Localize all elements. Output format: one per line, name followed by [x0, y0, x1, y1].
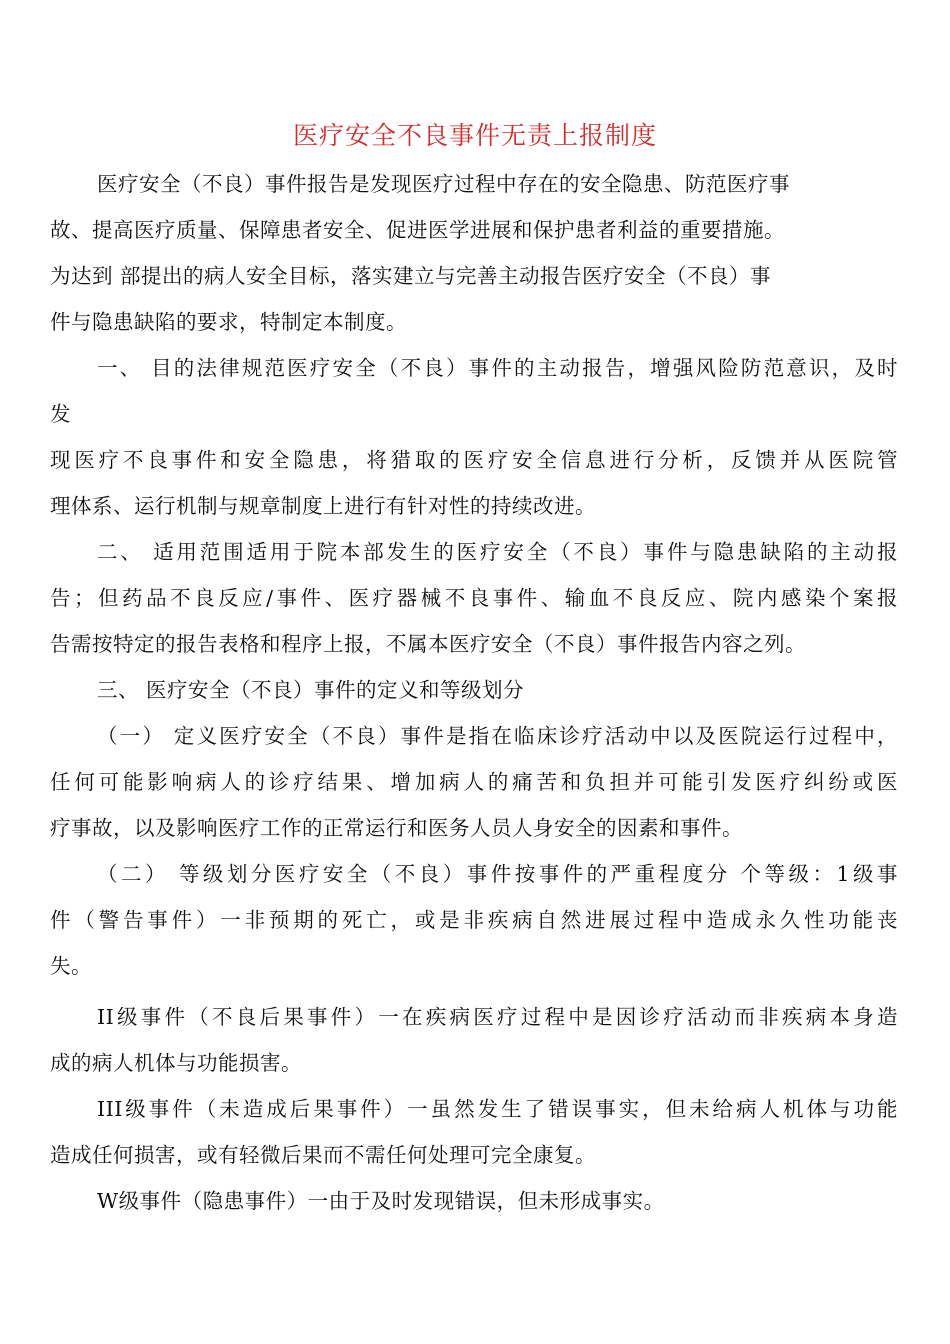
- paragraph-line: 告；但药品不良反应/事件、医疗器械不良事件、输血不良反应、院内感染个案报: [50, 586, 898, 610]
- paragraph-line: III级事件（未造成后果事件）一虽然发生了错误事实，但未给病人机体与功能: [97, 1097, 898, 1121]
- paragraph-line: 失。: [50, 954, 92, 978]
- paragraph-line: II级事件（不良后果事件）一在疾病医疗过程中是因诊疗活动而非疾病本身造: [97, 1005, 898, 1029]
- paragraph-line: 二、 适用范围适用于院本部发生的医疗安全（不良）事件与隐患缺陷的主动报: [97, 540, 898, 564]
- paragraph-line: 一、 目的法律规范医疗安全（不良）事件的主动报告，增强风险防范意识，及时: [97, 356, 898, 380]
- paragraph-line: 任何可能影响病人的诊疗结果、增加病人的痛苦和负担并可能引发医疗纠纷或医: [50, 770, 898, 794]
- paragraph-line: 医疗安全（不良）事件报告是发现医疗过程中存在的安全隐患、防范医疗事: [97, 172, 790, 196]
- paragraph-line: 现医疗不良事件和安全隐患，将猎取的医疗安全信息进行分析，反馈并从医院管: [50, 448, 898, 472]
- paragraph-line: 件与隐患缺陷的要求，特制定本制度。: [50, 310, 407, 334]
- paragraph-line: 故、提高医疗质量、保障患者安全、促进医学进展和保护患者利益的重要措施。: [50, 218, 785, 242]
- paragraph-line: 造成任何损害，或有轻微后果而不需任何处理可完全康复。: [50, 1143, 596, 1167]
- paragraph-line: 疗事故，以及影响医疗工作的正常运行和医务人员人身安全的因素和事件。: [50, 816, 743, 840]
- paragraph-line: W级事件（隐患事件）一由于及时发现错误，但未形成事实。: [97, 1189, 665, 1213]
- paragraph-line: 告需按特定的报告表格和程序上报，不属本医疗安全（不良）事件报告内容之列。: [50, 632, 806, 656]
- paragraph-line: （一） 定义医疗安全（不良）事件是指在临床诊疗活动中以及医院运行过程中，: [97, 724, 898, 748]
- paragraph-line: 成的病人机体与功能损害。: [50, 1051, 302, 1075]
- paragraph-line: 发: [50, 402, 71, 426]
- paragraph-line: （二） 等级划分医疗安全（不良）事件按事件的严重程度分 个等级：1级事: [97, 862, 898, 886]
- paragraph-line: 件（警告事件）一非预期的死亡，或是非疾病自然进展过程中造成永久性功能丧: [50, 908, 898, 932]
- paragraph-line: 为达到 部提出的病人安全目标，落实建立与完善主动报告医疗安全（不良）事: [50, 264, 772, 288]
- section-heading: 三、 医疗安全（不良）事件的定义和等级划分: [97, 678, 525, 702]
- paragraph-line: 理体系、运行机制与规章制度上进行有针对性的持续改进。: [50, 494, 596, 518]
- document-title: 医疗安全不良事件无责上报制度: [292, 121, 657, 150]
